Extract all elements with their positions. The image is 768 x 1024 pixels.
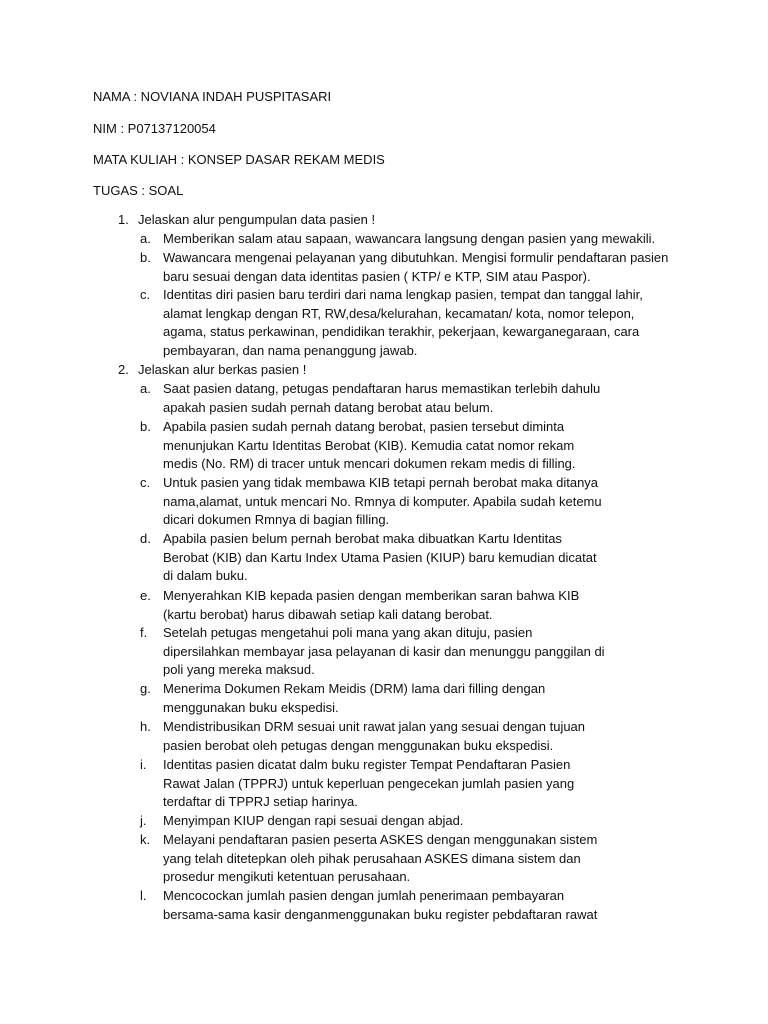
question-text: Jelaskan alur berkas pasien ! xyxy=(138,362,307,377)
item-line: terdaftar di TPPRJ setiap harinya. xyxy=(163,794,358,810)
list-item xyxy=(163,418,683,474)
item-line: dicari dokumen Rmnya di bagian filling. xyxy=(163,512,390,528)
item-line: medis (No. RM) di tracer untuk mencari dokumen rekam medis di filling. xyxy=(163,456,576,472)
item-line: Berobat (KIB) dan Kartu Index Utama Pasien (KIUP) baru kemudian dicatat xyxy=(163,549,597,565)
student-name: NAMA : NOVIANA INDAH PUSPITASARI xyxy=(93,89,332,104)
item-letter: b. xyxy=(140,419,151,434)
item-line: yang telah ditetepkan oleh pihak perusahaan ASKES dimana sistem dan xyxy=(163,850,581,866)
list-item xyxy=(163,530,683,586)
item-line: Mendistribusikan DRM sesuai unit rawat jalan yang sesuai dengan tujuan xyxy=(163,719,586,734)
item-line: apakah pasien sudah pernah datang berobat atau belum. xyxy=(163,399,494,415)
item-letter: f. xyxy=(140,625,148,640)
item-line: menunjukan Kartu Identitas Berobat (KIB). Kemudia catat nomor rekam xyxy=(163,437,575,453)
item-letter: c. xyxy=(140,287,151,302)
item-letter: j. xyxy=(140,813,147,828)
item-line: Identitas diri pasien baru terdiri dari nama lengkap pasien, tempat dan tanggal lahir, xyxy=(163,287,643,302)
list-item xyxy=(163,249,683,286)
item-line: Saat pasien datang, petugas pendaftaran harus memastikan terlebih dahulu xyxy=(163,381,601,396)
item-line: alamat lengkap dengan RT, RW,desa/kelurahan, kecamatan/ kota, nomor telepon, xyxy=(163,305,635,321)
item-line: Melayani pendaftaran pasien peserta ASKES dengan menggunakan sistem xyxy=(163,832,598,847)
item-line: bersama-sama kasir denganmenggunakan buku register pebdaftaran rawat xyxy=(163,906,598,922)
list-item xyxy=(163,474,683,530)
list-item xyxy=(163,831,683,887)
item-line: Menerima Dokumen Rekam Meidis (DRM) lama dari filling dengan xyxy=(163,681,546,696)
item-letter: a. xyxy=(140,231,151,246)
item-line: prosedur mengikuti ketentuan perusahaan. xyxy=(163,869,411,885)
item-line: poli yang mereka maksud. xyxy=(163,662,315,678)
student-nim: NIM : P07137120054 xyxy=(93,121,216,136)
item-line: Menyimpan KIUP dengan rapi sesuai dengan abjad. xyxy=(163,813,464,828)
item-line: Untuk pasien yang tidak membawa KIB tetapi pernah berobat maka ditanya xyxy=(163,475,599,490)
item-line: Memberikan salam atau sapaan, wawancara langsung dengan pasien yang mewakili. xyxy=(163,231,656,246)
item-line: Menyerahkan KIB kepada pasien dengan memberikan saran bahwa KIB xyxy=(163,588,580,603)
item-letter: g. xyxy=(140,681,151,696)
list-item xyxy=(163,380,683,417)
list-item xyxy=(163,230,683,249)
item-letter: d. xyxy=(140,531,151,546)
item-line: Mencocockan jumlah pasien dengan jumlah penerimaan pembayaran xyxy=(163,888,565,903)
list-item xyxy=(163,680,683,717)
list-item xyxy=(163,718,683,755)
item-line: Setelah petugas mengetahui poli mana yang akan dituju, pasien xyxy=(163,625,533,640)
item-letter: a. xyxy=(140,381,151,396)
item-letter: h. xyxy=(140,719,151,734)
item-letter: e. xyxy=(140,588,151,603)
item-letter: b. xyxy=(140,250,151,265)
question-text: Jelaskan alur pengumpulan data pasien ! xyxy=(138,212,376,227)
list-item xyxy=(163,587,683,624)
item-line: baru sesuai dengan data identitas pasien ( KTP/ e KTP, SIM atau Paspor). xyxy=(163,268,591,284)
list-item xyxy=(163,624,683,680)
item-line: pasien berobat oleh petugas dengan menggunakan buku ekspedisi. xyxy=(163,737,554,753)
list-item xyxy=(163,887,683,924)
question-number: 1. xyxy=(118,212,129,227)
item-line: Apabila pasien belum pernah berobat maka dibuatkan Kartu Identitas xyxy=(163,531,562,546)
item-line: nama,alamat, untuk mencari No. Rmnya di komputer. Apabila sudah ketemu xyxy=(163,493,602,509)
list-item xyxy=(163,756,683,812)
list-item xyxy=(163,812,683,831)
item-line: Apabila pasien sudah pernah datang berobat, pasien tersebut diminta xyxy=(163,419,565,434)
list-item xyxy=(163,286,683,361)
item-line: di dalam buku. xyxy=(163,568,248,584)
item-line: Rawat Jalan (TPPRJ) untuk keperluan pengecekan jumlah pasien yang xyxy=(163,775,575,791)
item-line: Identitas pasien dicatat dalm buku register Tempat Pendaftaran Pasien xyxy=(163,757,571,772)
item-line: pembayaran, dan nama penanggung jawab. xyxy=(163,343,418,359)
item-letter: i. xyxy=(140,757,147,772)
course-name: MATA KULIAH : KONSEP DASAR REKAM MEDIS xyxy=(93,152,385,167)
item-line: dipersilahkan membayar jasa pelayanan di kasir dan menunggu panggilan di xyxy=(163,643,605,659)
item-letter: c. xyxy=(140,475,151,490)
item-line: Wawancara mengenai pelayanan yang dibutuhkan. Mengisi formulir pendaftaran pasien xyxy=(163,250,669,265)
item-letter: l. xyxy=(140,888,147,903)
item-line: agama, status perkawinan, pendidikan terakhir, pekerjaan, kewarganegaraan, cara xyxy=(163,324,640,340)
question-number: 2. xyxy=(118,362,129,377)
item-line: (kartu berobat) harus dibawah setiap kali datang berobat. xyxy=(163,606,493,622)
assignment-type: TUGAS : SOAL xyxy=(93,183,184,198)
item-line: menggunakan buku ekspedisi. xyxy=(163,699,339,715)
item-letter: k. xyxy=(140,832,151,847)
